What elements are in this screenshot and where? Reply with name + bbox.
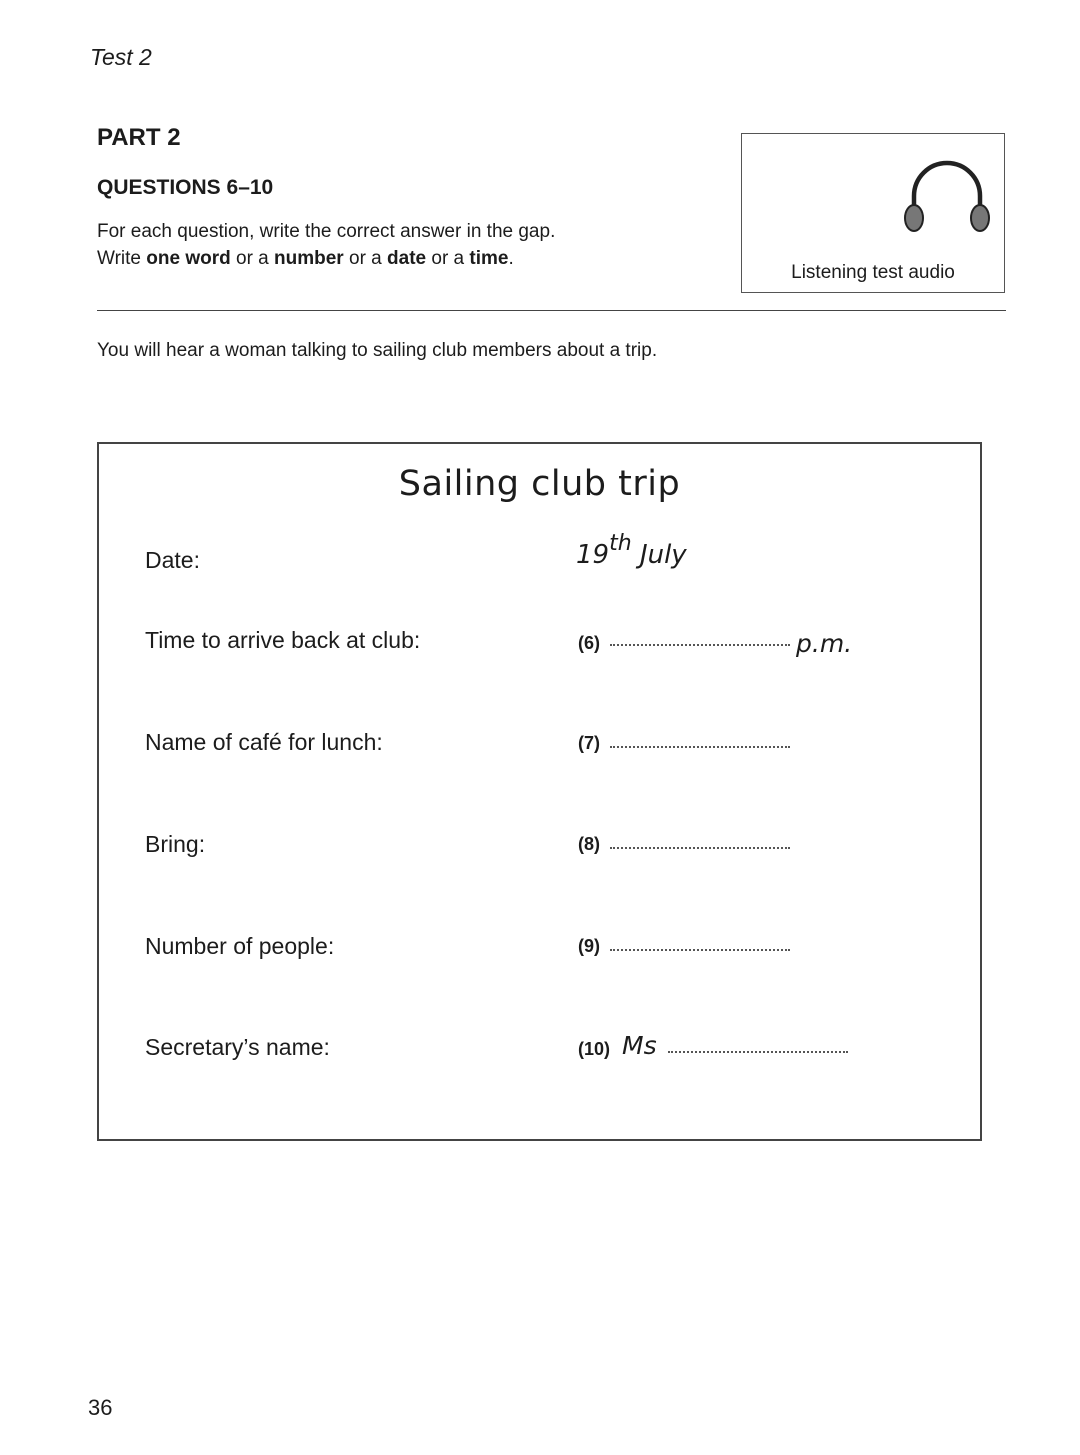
date-label: Date: xyxy=(145,547,200,573)
page-number: 36 xyxy=(88,1395,113,1420)
instruction-emphasis: number xyxy=(274,248,344,269)
questions-title: QUESTIONS 6–10 xyxy=(97,176,274,199)
date-value xyxy=(576,531,687,570)
part-title: PART 2 xyxy=(97,124,181,151)
row-label: Name of café for lunch: xyxy=(145,729,383,755)
test-label: Test 2 xyxy=(90,44,152,70)
answer-gap-7[interactable] xyxy=(610,746,790,748)
instruction-emphasis: one word xyxy=(146,248,231,269)
form-box xyxy=(97,442,982,1141)
date-suffix: th xyxy=(609,531,632,556)
question-number: (9) xyxy=(578,936,600,956)
instruction-text: or a xyxy=(426,248,470,269)
answer-gap-6[interactable] xyxy=(610,644,790,646)
instruction-line-1: For each question, write the correct answer in the gap. xyxy=(97,221,556,242)
divider xyxy=(97,310,1006,311)
answer-suffix: p.m. xyxy=(796,629,853,658)
instruction-emphasis: date xyxy=(387,248,427,269)
answer-prefix: Ms xyxy=(622,1031,657,1060)
instruction-text: Write xyxy=(97,248,147,269)
answer-gap-9[interactable] xyxy=(610,949,790,951)
question-number: (6) xyxy=(578,633,600,653)
question-number: (10) xyxy=(578,1039,611,1059)
audio-label: Listening test audio xyxy=(791,262,955,283)
row-label: Secretary’s name: xyxy=(145,1034,330,1060)
audio-box[interactable] xyxy=(741,133,1005,293)
date-month: July xyxy=(639,540,687,570)
form-title: Sailing club trip xyxy=(398,464,681,504)
instruction-text: or a xyxy=(230,248,275,269)
row-label: Time to arrive back at club: xyxy=(145,627,421,653)
answer-gap-8[interactable] xyxy=(610,847,790,849)
headphones-icon xyxy=(902,158,992,238)
question-number: (7) xyxy=(578,733,600,753)
date-day: 19 xyxy=(576,540,610,570)
instruction-text: or a xyxy=(343,248,388,269)
question-number: (8) xyxy=(578,834,600,854)
row-label: Number of people: xyxy=(145,933,335,959)
instruction-line-2 xyxy=(97,248,514,270)
instruction-emphasis: time xyxy=(469,248,509,269)
answer-gap-10[interactable] xyxy=(668,1051,848,1053)
intro-text: You will hear a woman talking to sailing club members about a trip. xyxy=(97,340,658,361)
row-label: Bring: xyxy=(145,831,206,857)
instruction-text: . xyxy=(508,248,514,269)
